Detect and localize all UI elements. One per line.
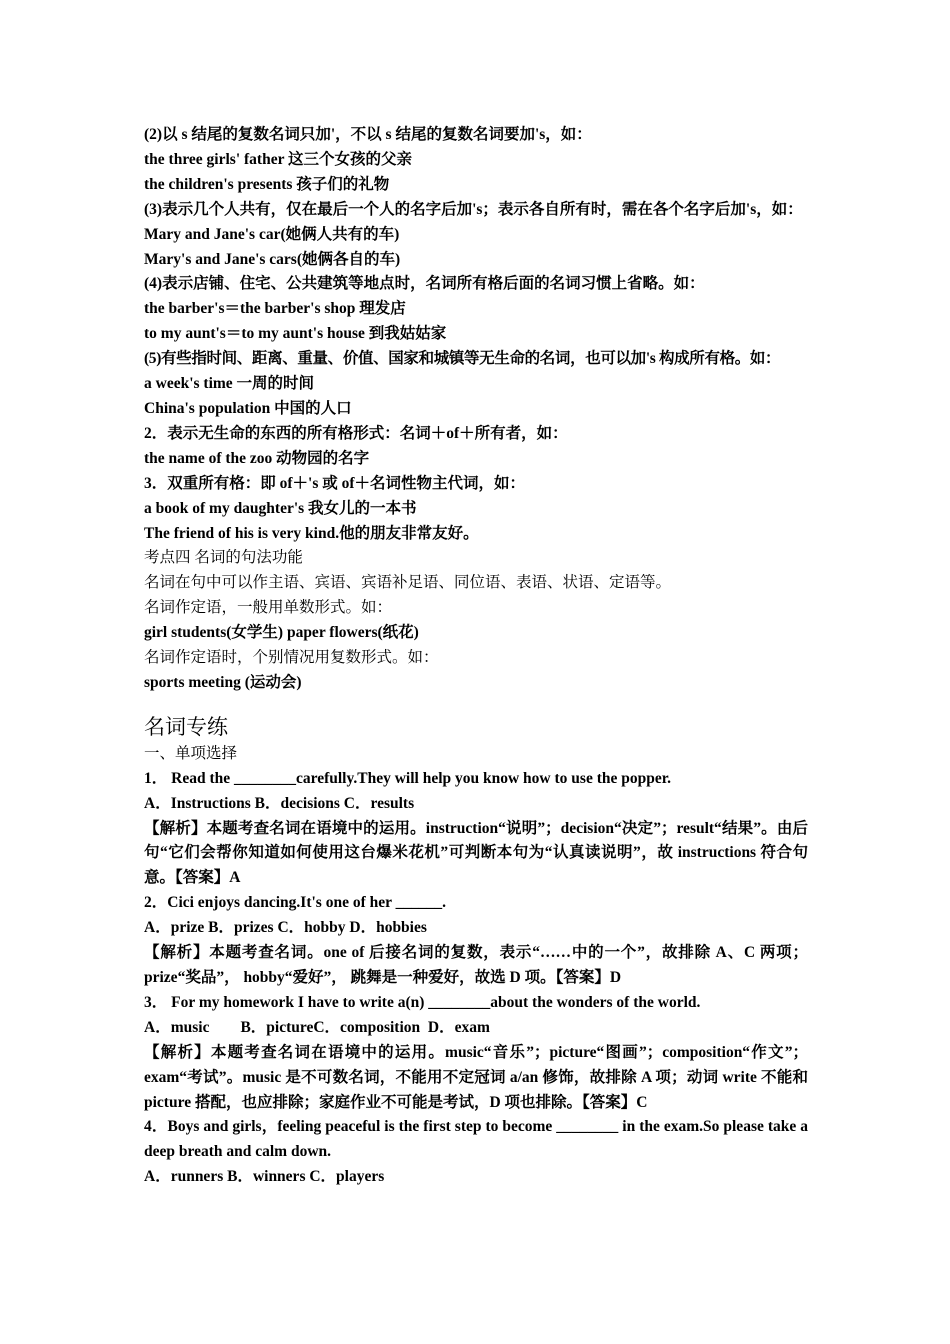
note-line: the children's presents 孩子们的礼物 (144, 175, 390, 193)
note-line: the barber's＝the barber's shop 理发店 (144, 300, 406, 318)
options-line: A．runners B．winners C．players (144, 1168, 385, 1186)
note-line: (4)表示店铺、住宅、公共建筑等地点时，名词所有格后面的名词习惯上省略。如： (144, 275, 705, 293)
note-heading: 考点四 名词的句法功能 (144, 549, 303, 567)
section-title: 名词专练 (144, 714, 228, 739)
analysis-line: 【解析】本题考查名词在语境中的运用。instruction“说明”；decision“决定”；result“结果”。由后句“它们会帮你知道如何使用这台爆米花机”可判断本句为“认真读说明”，故 instructions 符合句意。【答案】A (144, 819, 808, 887)
exercise-list (144, 742, 808, 1190)
document-page (144, 123, 808, 1190)
note-line: The friend of his is very kind.他的朋友非常友好。 (144, 524, 479, 542)
options-line: A．Instructions B．decisions C．results (144, 794, 415, 812)
note-line: (3)表示几个人共有，仅在最后一个人的名字后加's；表示各自所有时，需在各个名字后加's，如： (144, 200, 803, 218)
note-line: 名词作定语时，个别情况用复数形式。如： (144, 649, 439, 667)
note-line: sports meeting (运动会) (144, 673, 302, 691)
question-line: 2．Cici enjoys dancing.It's one of her ______. (144, 894, 446, 912)
note-line: China's population 中国的人口 (144, 399, 352, 417)
analysis-line: 【解析】本题考查名词。one of 后接名词的复数，表示“……中的一个”，故排除 A、C 两项；prize“奖品”， hobby“爱好”， 跳舞是一种爱好，故选 D 项。【答案】D (144, 944, 808, 986)
question-line: 4．Boys and girls，feeling peaceful is the first step to become ________ in the exam.So please take a deep breath and calm down. (144, 1118, 808, 1161)
options-line: A．music B．pictureC．composition D．exam (144, 1018, 490, 1036)
note-line: the three girls' father 这三个女孩的父亲 (144, 150, 413, 168)
note-line: (5)有些指时间、距离、重量、价值、国家和城镇等无生命的名词，也可以加's 构成所有格。如： (144, 350, 781, 368)
analysis-line: 【解析】本题考查名词在语境中的运用。music“音乐”；picture“图画”；composition“作文”；exam“考试”。music 是不可数名词，不能用不定冠词 a/an 修饰，故排除 A 项；动词 write 不能和 picture 搭配，也应排除；家庭作业不可能是考试，D 项也排除。【答案】C (144, 1043, 808, 1111)
note-line: the name of the zoo 动物园的名字 (144, 449, 370, 467)
question-line: 1． Read the ________carefully.They will help you know how to use the popper. (144, 769, 672, 787)
note-line: 名词作定语，一般用单数形式。如： (144, 599, 393, 617)
options-line: A．prize B．prizes C．hobby D．hobbies (144, 919, 427, 937)
note-line: to my aunt's＝to my aunt's house 到我姑姑家 (144, 325, 447, 343)
note-line: Mary's and Jane's cars(她俩各自的车) (144, 250, 401, 268)
note-line: 2．表示无生命的东西的所有格形式：名词＋of＋所有者，如： (144, 424, 568, 442)
note-line: (2)以 s 结尾的复数名词只加'，不以 s 结尾的复数名词要加's，如： (144, 126, 592, 143)
note-line: 名词在句中可以作主语、宾语、宾语补足语、同位语、表语、状语、定语等。 (144, 574, 672, 592)
note-line: 3．双重所有格：即 of＋'s 或 of＋名词性物主代词，如： (144, 474, 526, 492)
note-line: Mary and Jane's car(她俩人共有的车) (144, 225, 400, 243)
exercise-heading: 一、单项选择 (144, 744, 238, 762)
note-line: a week's time 一周的时间 (144, 375, 315, 393)
note-line: girl students(女学生) paper flowers(纸花) (144, 624, 419, 642)
note-line: a book of my daughter's 我女儿的一本书 (144, 499, 417, 517)
question-line: 3． For my homework I have to write a(n) ________about the wonders of the world. (144, 993, 701, 1011)
grammar-notes (144, 123, 808, 696)
